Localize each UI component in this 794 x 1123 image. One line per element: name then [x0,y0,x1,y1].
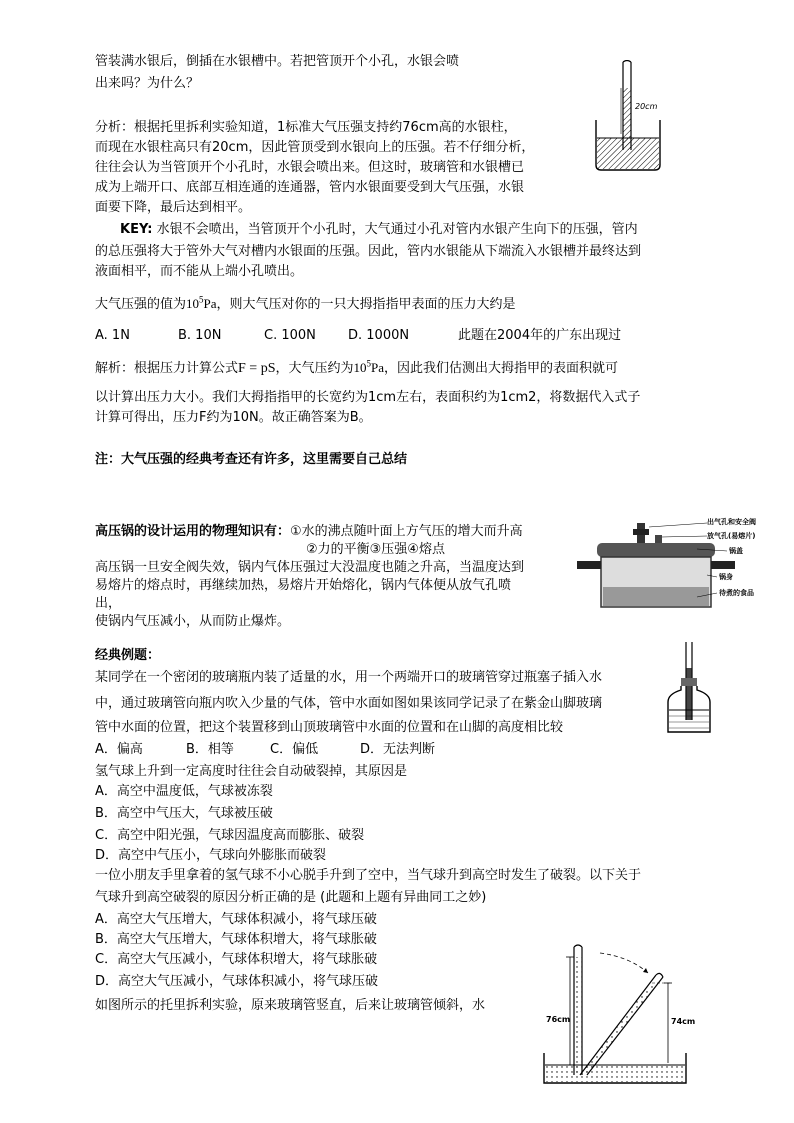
ex1-opt-b: B．相等 [186,742,234,757]
ex1-line1: 某同学在一个密闭的玻璃瓶内装了适量的水，用一个两端开口的玻璃管穿过瓶塞子插入水 [95,670,603,685]
ex3-opt-a: A．高空大气压增大，气球体积减小，将气球压破 [95,912,377,927]
cooker-title: 高压锅的设计运用的物理知识有： [95,524,291,539]
ex3-opt-b: B．高空大气压增大，气球体积增大，将气球胀破 [95,932,377,947]
ex2-opt-c: C．高空中阳光强，气球因温度高而膨胀、破裂 [95,828,365,843]
ex4-line1: 如图所示的托里拆利实验，原来玻璃管竖直，后来让玻璃管倾斜，水 [95,998,486,1013]
q2-stem [95,294,516,315]
pressure-cooker-figure [567,515,777,615]
cooker-label-lid: 锅盖 [729,547,743,555]
examples-title: 经典例题： [95,648,161,663]
q2-opt-d: D. 1000N [348,328,410,343]
cooker-line3: 出， [95,596,122,611]
sol2-pre: 解析：根据压力计算公式 [95,361,239,376]
ex1-line3: 管中水面的位置，把这个装置移到山顶玻璃管中水面的位置和在山脚的高度相比较 [95,720,564,735]
ex1-opt-a: A．偏高 [95,742,143,757]
q2-val: 10 [186,296,200,311]
q1-line1: 管装满水银后，倒插在水银槽中。若把管顶开个小孔，水银会喷 [95,54,460,69]
bottle-figure [664,640,716,734]
ex2-opt-b: B．高空中气压大，气球被压破 [95,806,273,821]
q2-opt-a: A. 1N [95,328,130,343]
sol2-line2: 以计算出压力大小。我们大拇指指甲的长宽约为1cm左右，表面积约为1cm2，将数据代入式子 [95,390,641,405]
sol2-line3: 计算可得出，压力F约为10N。故正确答案为B。 [95,410,372,425]
sol2-unit: Pa [371,360,384,375]
q2-post: ，则大气压对你的一只大拇指指甲表面的压力大约是 [216,297,516,312]
cooker-label-food: 待煮的食品 [719,589,754,597]
cooker-label-valve: 出气孔和安全阀 [707,518,756,526]
sol2-formula: F = pS [238,361,276,376]
sol2-mid: ，大气压约为 [275,361,354,376]
cooker-line1: 高压锅一旦安全阀失效，锅内气体压强过大没温度也随之升高，当温度达到 [95,560,525,575]
analysis-line1: 分析：根据托里拆利实验知道，1标准大气压强支持约76cm高的水银柱， [95,120,517,135]
ex2-opt-d: D．高空中气压小，气球向外膨胀而破裂 [95,848,327,863]
analysis-line5: 面要下降，最后达到相平。 [95,200,252,215]
summary-note: 注：大气压强的经典考查还有许多，这里需要自己总结 [95,452,408,467]
ex1-line2: 中，通过玻璃管向瓶内吹入少量的气体，管中水面如图如果该同学记录了在紫金山脚玻璃 [95,696,603,711]
ex3-opt-c: C．高空大气压减小，气球体积增大，将气球胀破 [95,952,378,967]
q2-value [186,296,217,311]
key-line1 [120,220,638,240]
analysis-line3: 往往会认为当管顶开个小孔时，水银会喷出来。但这时，玻璃管和水银槽已 [95,160,525,175]
ex2-stem: 氢气球上升到一定高度时往往会自动破裂掉，其原因是 [95,764,408,779]
q2-pre: 大气压强的值为 [95,297,187,312]
q2-unit: Pa [203,296,217,311]
analysis-line2: 而现在水银柱高只有20cm，因此管顶受到水银向上的压强。若不仔细分析， [95,140,535,155]
sol2-value [354,360,385,375]
q2-opt-b: B. 10N [178,328,222,343]
key-line3: 液面相平，而不能从上端小孔喷出。 [95,264,304,279]
key-text1: 水银不会喷出，当管顶开个小孔时，大气通过小孔对管内水银产生向下的压强，管内 [156,222,638,237]
sol2-post: ，因此我们估测出大拇指甲的表面积就可 [384,361,619,376]
q2-note: 此题在2004年的广东出现过 [458,328,622,343]
cooker-point2: ②力的平衡③压强④熔点 [306,542,445,557]
torricelli-right-label: 74cm [671,1017,696,1026]
torricelli-left-label: 76cm [546,1015,571,1024]
q2-opt-c: C. 100N [264,328,316,343]
tube-height-label: 20cm [635,102,658,111]
q2-exp: 5 [199,294,204,305]
analysis-line4: 成为上端开口、底部互相连通的连通器，管内水银面要受到大气压强，水银 [95,180,525,195]
ex1-opt-d: D．无法判断 [360,742,436,757]
mercury-tube-figure [593,60,663,172]
q1-line2: 出来吗？为什么？ [95,76,200,91]
torricelli-figure [540,935,696,1087]
ex3-line1: 一位小朋友手里拿着的氢气球不小心脱手升到了空中，当气球升到高空时发生了破裂。以下关于 [95,868,642,883]
sol2-val: 10 [353,360,367,375]
ex3-opt-d: D．高空大气压减小，气球体积减小，将气球压破 [95,974,379,989]
ex1-opt-c: C．偏低 [270,742,319,757]
ex3-line2: 气球升到高空破裂的原因分析正确的是 (此题和上题有异曲同工之妙) [95,890,487,905]
ex2-opt-a: A．高空中温度低，气球被冻裂 [95,784,273,799]
cooker-label-body: 锅身 [719,573,733,581]
cooker-line4: 使锅内气压减小，从而防止爆炸。 [95,614,291,629]
key-label: KEY: [120,222,153,237]
sol2-line1 [95,358,618,379]
cooker-line2: 易熔片的熔点时，再继续加热，易熔片开始熔化，锅内气体便从放气孔喷 [95,578,512,593]
cooker-title-line [95,522,523,542]
key-line2: 的总压强将大于管外大气对槽内水银面的压强。因此，管内水银能从下端流入水银槽并最终达到 [95,244,642,259]
cooker-label-vent: 放气孔(易熔片) [707,532,756,540]
sol2-exp: 5 [366,358,371,369]
cooker-point1: ①水的沸点随叶面上方气压的增大而升高 [290,524,523,539]
